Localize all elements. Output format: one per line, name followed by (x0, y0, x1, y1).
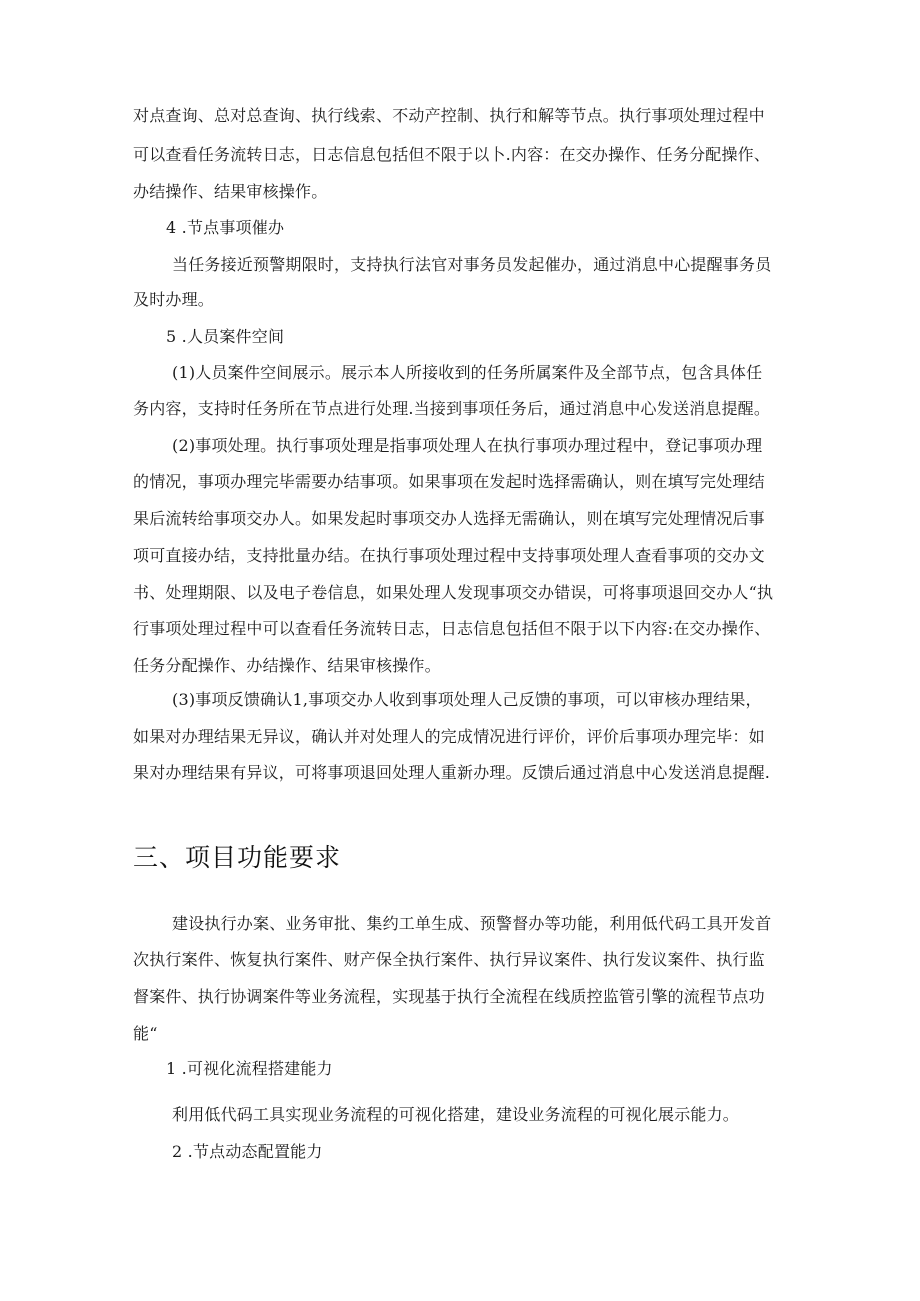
paragraph-line: 对点查询、总对总查询、执行线索、不动产控制、执行和解等节点。执行事项处理过程中 (133, 106, 765, 125)
paragraph-line: 利用低代码工具实现业务流程的可视化搭建，建设业务流程的可视化展示能力。 (172, 1105, 740, 1124)
paragraph-line: 项可直接办结，支持批量办结。在执行事项处理过程中支持事项处理人查看事项的交办文 (133, 546, 765, 565)
section-heading: 三、项目功能要求 (133, 843, 342, 872)
paragraph-line: 果对办理结果有异议，可将事项退回处理人重新办理。反馈后通过消息中心发送消息提醒. (133, 763, 771, 782)
paragraph-line: 及时办理。 (133, 290, 215, 309)
subheading: 2 .节点动态配置能力 (172, 1142, 323, 1161)
paragraph-line: 办结操作、结果审核操作。 (133, 182, 328, 201)
paragraph-line: 如果对办理结果无异议，确认并对处理人的完成情况进行评价，评价后事项办理完毕：如 (133, 727, 765, 746)
subheading: 1 .可视化流程搭建能力 (166, 1059, 333, 1078)
paragraph-line: 可以查看任务流转日志，日志信息包括但不限于以卜.内容：在交办操作、任务分配操作、 (133, 145, 771, 164)
paragraph-line: 能“ (133, 1024, 158, 1043)
paragraph-line: 次执行案件、恢复执行案件、财产保全执行案件、执行异议案件、执行发议案件、执行监 (133, 950, 765, 969)
paragraph-line: 当任务接近预警期限时，支持执行法官对事务员发起催办，通过消息中心提醒事务员 (172, 255, 772, 274)
paragraph-line: 任务分配操作、办结操作、结果审核操作。 (133, 656, 441, 675)
paragraph-line: 督案件、执行协调案件等业务流程，实现基于执行全流程在线质控监管引擎的流程节点功 (133, 987, 765, 1006)
paragraph-line: 建设执行办案、业务审批、集约工单生成、预警督办等功能，利用低代码工具开发首 (172, 914, 772, 933)
paragraph-line: 果后流转给事项交办人。如果发起时事项交办人选择无需确认，则在填写完处理情况后事 (133, 509, 765, 528)
paragraph-line: 务内容，支持时任务所在节点进行处理.当接到事项任务后，通过消息中心发送消息提醒。 (133, 399, 771, 418)
paragraph-line: (1)人员案件空间展示。展示本人所接收到的任务所属案件及全部节点，包含具体任 (172, 363, 763, 382)
subheading: 5 .人员案件空间 (166, 327, 285, 346)
paragraph-line: (3)事项反馈确认1,事项交办人收到事项处理人己反馈的事项，可以审核办理结果， (172, 690, 762, 709)
paragraph-line: 行事项处理过程中可以查看任务流转日志，日志信息包括但不限于以下内容:在交办操作、 (133, 619, 771, 638)
paragraph-line: (2)事项处理。执行事项处理是指事项处理人在执行事项办理过程中，登记事项办理 (172, 436, 763, 455)
paragraph-line: 的情况，事项办理完毕需要办结事项。如果事项在发起时选择需确认，则在填写完处理结 (133, 472, 765, 491)
paragraph-line: 书、处理期限、以及电子卷信息，如果处理人发现事项交办错误，可将事项退回交办人“执 (133, 583, 774, 602)
subheading: 4 .节点事项催办 (166, 218, 285, 237)
